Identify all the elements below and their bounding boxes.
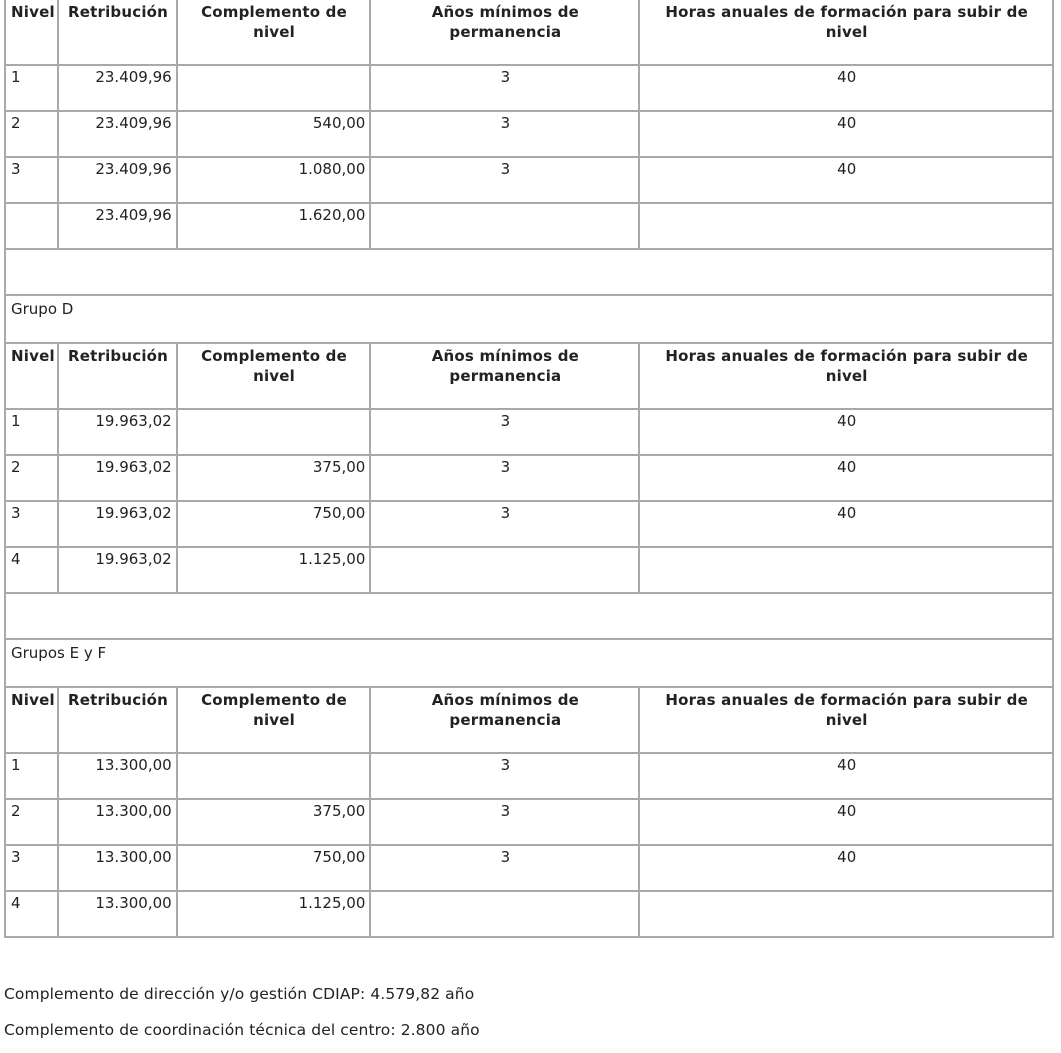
table-row: [6, 204, 1054, 250]
anos-cell: 3: [371, 66, 640, 112]
anos-cell: 3: [371, 502, 640, 548]
column-header: Años mínimos de permanencia: [371, 688, 640, 754]
anos-cell: 3: [371, 158, 640, 204]
group-label: Grupo D: [6, 296, 1054, 344]
table-row: [6, 112, 1054, 158]
anos-cell: 3: [371, 800, 640, 846]
column-header: Retribución: [59, 0, 177, 66]
horas-cell: 40: [640, 456, 1054, 502]
complemento-cell: [178, 66, 372, 112]
column-header: Complemento de nivel: [178, 0, 372, 66]
column-header: Años mínimos de permanencia: [371, 344, 640, 410]
table-row: [6, 456, 1054, 502]
nivel-cell: [6, 204, 59, 250]
anos-cell: 3: [371, 754, 640, 800]
retribucion-cell: 13.300,00: [59, 754, 177, 800]
table-row: [6, 158, 1054, 204]
complemento-cell: 1.125,00: [178, 548, 372, 594]
nivel-cell: 4: [6, 548, 59, 594]
header-row: [6, 688, 1054, 754]
nivel-cell: 1: [6, 66, 59, 112]
nivel-cell: 2: [6, 112, 59, 158]
horas-cell: [640, 204, 1054, 250]
column-header: Complemento de nivel: [178, 344, 372, 410]
anos-cell: [371, 548, 640, 594]
anos-cell: 3: [371, 456, 640, 502]
anos-cell: 3: [371, 410, 640, 456]
spacer-cell: [6, 594, 1054, 640]
anos-cell: 3: [371, 846, 640, 892]
spacer-row: [6, 250, 1054, 296]
salary-table: [4, 0, 1054, 938]
table-row: [6, 846, 1054, 892]
note-coordinacion-tecnica: Complemento de coordinación técnica del centro: 2.800 año: [4, 1021, 480, 1039]
complemento-cell: 375,00: [178, 800, 372, 846]
nivel-cell: 3: [6, 502, 59, 548]
nivel-cell: 1: [6, 754, 59, 800]
retribucion-cell: 19.963,02: [59, 456, 177, 502]
salary-table-body: [6, 0, 1054, 938]
group-label-row: [6, 296, 1054, 344]
nivel-cell: 4: [6, 892, 59, 938]
table-row: [6, 892, 1054, 938]
table-row: [6, 754, 1054, 800]
column-header: Nivel: [6, 344, 59, 410]
column-header: Retribución: [59, 688, 177, 754]
horas-cell: 40: [640, 502, 1054, 548]
retribucion-cell: 19.963,02: [59, 548, 177, 594]
horas-cell: [640, 892, 1054, 938]
nivel-cell: 2: [6, 800, 59, 846]
table-row: [6, 66, 1054, 112]
spacer-row: [6, 594, 1054, 640]
table-row: [6, 800, 1054, 846]
table-row: [6, 410, 1054, 456]
header-row: [6, 0, 1054, 66]
column-header: Nivel: [6, 688, 59, 754]
table-row: [6, 502, 1054, 548]
complemento-cell: [178, 754, 372, 800]
column-header: Horas anuales de formación para subir de nivel: [640, 688, 1054, 754]
retribucion-cell: 23.409,96: [59, 158, 177, 204]
horas-cell: 40: [640, 754, 1054, 800]
retribucion-cell: 19.963,02: [59, 502, 177, 548]
nivel-cell: 1: [6, 410, 59, 456]
complemento-cell: 1.620,00: [178, 204, 372, 250]
nivel-cell: 3: [6, 846, 59, 892]
column-header: Retribución: [59, 344, 177, 410]
nivel-cell: 3: [6, 158, 59, 204]
column-header: Años mínimos de permanencia: [371, 0, 640, 66]
note-direccion-cdiap: Complemento de dirección y/o gestión CDIAP: 4.579,82 año: [4, 985, 475, 1003]
column-header: Horas anuales de formación para subir de nivel: [640, 344, 1054, 410]
retribucion-cell: 13.300,00: [59, 800, 177, 846]
horas-cell: 40: [640, 846, 1054, 892]
complemento-cell: [178, 410, 372, 456]
header-row: [6, 344, 1054, 410]
horas-cell: 40: [640, 410, 1054, 456]
anos-cell: [371, 892, 640, 938]
retribucion-cell: 13.300,00: [59, 892, 177, 938]
complemento-cell: 1.125,00: [178, 892, 372, 938]
retribucion-cell: 19.963,02: [59, 410, 177, 456]
complemento-cell: 375,00: [178, 456, 372, 502]
retribucion-cell: 23.409,96: [59, 204, 177, 250]
complemento-cell: 540,00: [178, 112, 372, 158]
retribucion-cell: 23.409,96: [59, 112, 177, 158]
group-label-row: [6, 640, 1054, 688]
horas-cell: 40: [640, 66, 1054, 112]
column-header: Complemento de nivel: [178, 688, 372, 754]
horas-cell: [640, 548, 1054, 594]
complemento-cell: 1.080,00: [178, 158, 372, 204]
horas-cell: 40: [640, 112, 1054, 158]
column-header: Horas anuales de formación para subir de nivel: [640, 0, 1054, 66]
table-row: [6, 548, 1054, 594]
horas-cell: 40: [640, 800, 1054, 846]
complemento-cell: 750,00: [178, 846, 372, 892]
retribucion-cell: 13.300,00: [59, 846, 177, 892]
spacer-cell: [6, 250, 1054, 296]
group-label: Grupos E y F: [6, 640, 1054, 688]
horas-cell: 40: [640, 158, 1054, 204]
anos-cell: [371, 204, 640, 250]
anos-cell: 3: [371, 112, 640, 158]
retribucion-cell: 23.409,96: [59, 66, 177, 112]
column-header: Nivel: [6, 0, 59, 66]
nivel-cell: 2: [6, 456, 59, 502]
complemento-cell: 750,00: [178, 502, 372, 548]
